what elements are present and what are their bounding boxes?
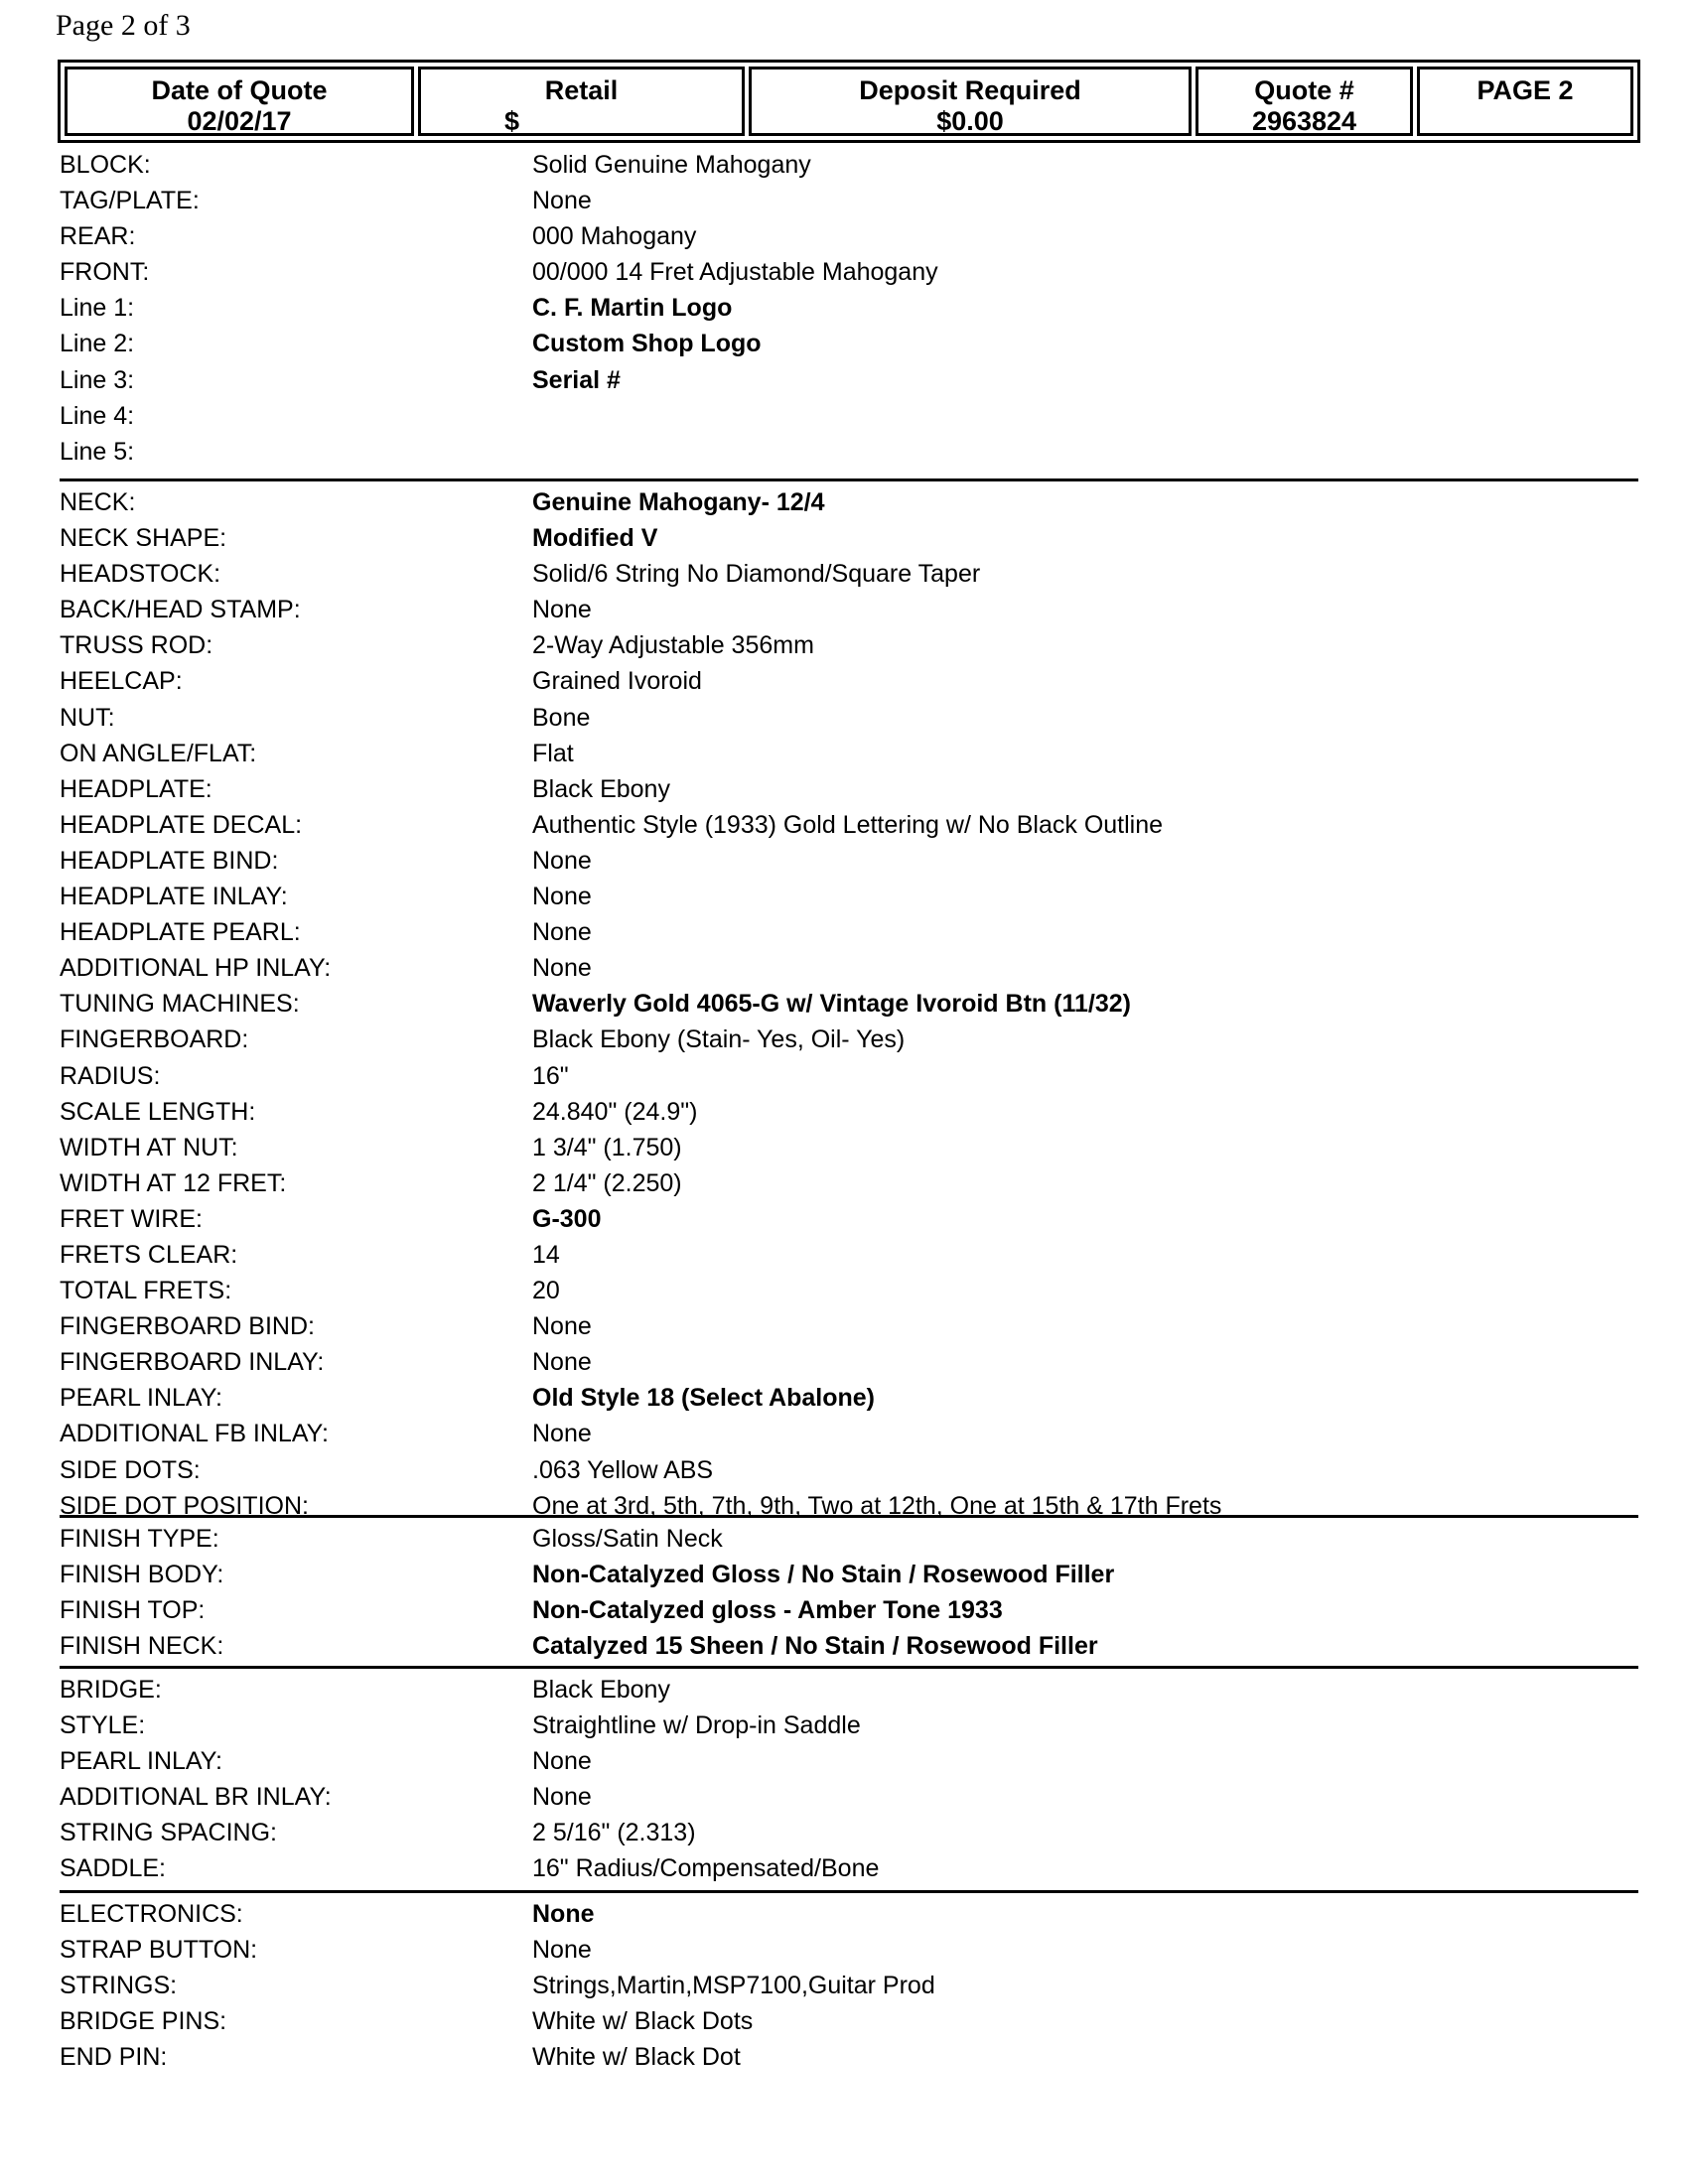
spec-label: BLOCK: xyxy=(60,151,151,179)
spec-row xyxy=(60,556,1638,592)
spec-label: PEARL INLAY: xyxy=(60,1384,222,1413)
spec-row xyxy=(60,1628,1638,1664)
spec-row xyxy=(60,1165,1638,1201)
spec-value: 00/000 14 Fret Adjustable Mahogany xyxy=(532,258,938,287)
spec-row xyxy=(60,1273,1638,1308)
spec-label: BRIDGE: xyxy=(60,1676,162,1704)
spec-row xyxy=(60,1932,1638,1968)
page-label: Page 2 of 3 xyxy=(56,9,191,42)
spec-label: HEELCAP: xyxy=(60,667,183,696)
retail-value: $ xyxy=(504,106,520,136)
spec-value: Straightline w/ Drop-in Saddle xyxy=(532,1711,861,1740)
spec-row xyxy=(60,1557,1638,1592)
spec-value: None xyxy=(532,846,592,875)
spec-value: .063 Yellow ABS xyxy=(532,1455,714,1484)
spec-value: Black Ebony (Stain- Yes, Oil- Yes) xyxy=(532,1025,906,1054)
spec-row xyxy=(60,1592,1638,1628)
spec-section xyxy=(60,1672,1638,1887)
spec-row xyxy=(60,484,1638,520)
spec-section xyxy=(60,147,1638,470)
spec-value: None xyxy=(532,187,592,215)
spec-label: FINGERBOARD: xyxy=(60,1025,249,1054)
date-of-quote-label: Date of Quote xyxy=(151,75,328,105)
spec-value: 20 xyxy=(532,1277,560,1305)
spec-label: ELECTRONICS: xyxy=(60,1900,243,1928)
spec-value: 2-Way Adjustable 356mm xyxy=(532,631,814,660)
spec-value: Serial # xyxy=(532,365,621,394)
spec-value: None xyxy=(532,1783,592,1812)
spec-row xyxy=(60,290,1638,326)
spec-label: NECK: xyxy=(60,488,136,516)
spec-row xyxy=(60,2039,1638,2075)
spec-row xyxy=(60,1672,1638,1707)
spec-value: C. F. Martin Logo xyxy=(532,294,733,323)
spec-value: Custom Shop Logo xyxy=(532,330,762,358)
spec-row xyxy=(60,914,1638,950)
spec-value: None xyxy=(532,1420,592,1448)
spec-label: STYLE: xyxy=(60,1711,146,1740)
spec-row xyxy=(60,1896,1638,1932)
spec-value: None xyxy=(532,1900,595,1928)
spec-value: Gloss/Satin Neck xyxy=(532,1525,723,1553)
spec-row xyxy=(60,1779,1638,1815)
spec-value: None xyxy=(532,954,592,983)
spec-value: G-300 xyxy=(532,1204,602,1233)
spec-row xyxy=(60,183,1638,218)
spec-label: TOTAL FRETS: xyxy=(60,1277,232,1305)
spec-row xyxy=(60,326,1638,361)
spec-value: Grained Ivoroid xyxy=(532,667,702,696)
spec-value: 14 xyxy=(532,1240,560,1269)
spec-label: STRINGS: xyxy=(60,1972,178,2000)
spec-row xyxy=(60,218,1638,254)
spec-row xyxy=(60,1237,1638,1273)
spec-row xyxy=(60,434,1638,470)
spec-row xyxy=(60,147,1638,183)
spec-row xyxy=(60,879,1638,914)
spec-value: None xyxy=(532,883,592,911)
spec-label: END PIN: xyxy=(60,2043,168,2072)
spec-value: None xyxy=(532,918,592,947)
spec-row xyxy=(60,1815,1638,1850)
spec-value: 2 1/4" (2.250) xyxy=(532,1168,682,1197)
spec-label: ADDITIONAL FB INLAY: xyxy=(60,1420,329,1448)
spec-label: HEADPLATE: xyxy=(60,774,212,803)
spec-label: REAR: xyxy=(60,222,136,251)
section-divider xyxy=(60,478,1638,481)
date-of-quote-cell xyxy=(65,67,414,136)
spec-value: Solid/6 String No Diamond/Square Taper xyxy=(532,560,981,589)
spec-label: SCALE LENGTH: xyxy=(60,1097,256,1126)
section-divider xyxy=(60,1890,1638,1893)
deposit-required-cell xyxy=(749,67,1192,136)
spec-row xyxy=(60,1380,1638,1416)
spec-label: Line 5: xyxy=(60,437,135,466)
spec-row xyxy=(60,1488,1638,1524)
spec-value: 24.840" (24.9") xyxy=(532,1097,698,1126)
quote-number-cell xyxy=(1196,67,1413,136)
spec-value: Non-Catalyzed gloss - Amber Tone 1933 xyxy=(532,1596,1003,1625)
spec-label: TRUSS ROD: xyxy=(60,631,213,660)
spec-row xyxy=(60,2003,1638,2039)
spec-label: FINISH NECK: xyxy=(60,1632,224,1661)
spec-value: None xyxy=(532,596,592,624)
spec-value: 000 Mahogany xyxy=(532,222,697,251)
deposit-required-value: $0.00 xyxy=(936,106,1004,136)
spec-label: Line 1: xyxy=(60,294,135,323)
spec-value: White w/ Black Dots xyxy=(532,2007,754,2036)
spec-label: Line 4: xyxy=(60,401,135,430)
spec-value: 1 3/4" (1.750) xyxy=(532,1133,682,1161)
spec-label: Line 3: xyxy=(60,365,135,394)
spec-value: Solid Genuine Mahogany xyxy=(532,151,811,179)
spec-value: Authentic Style (1933) Gold Lettering w/ No Black Outline xyxy=(532,810,1164,839)
spec-section xyxy=(60,1521,1638,1664)
spec-row xyxy=(60,986,1638,1022)
spec-label: FINGERBOARD INLAY: xyxy=(60,1348,325,1377)
spec-row xyxy=(60,627,1638,663)
spec-row xyxy=(60,771,1638,807)
spec-row xyxy=(60,592,1638,627)
spec-label: BACK/HEAD STAMP: xyxy=(60,596,301,624)
retail-cell xyxy=(418,67,745,136)
spec-row xyxy=(60,254,1638,290)
spec-value: Catalyzed 15 Sheen / No Stain / Rosewood Filler xyxy=(532,1632,1098,1661)
spec-label: ADDITIONAL BR INLAY: xyxy=(60,1783,332,1812)
spec-label: FINGERBOARD BIND: xyxy=(60,1312,315,1341)
spec-label: TAG/PLATE: xyxy=(60,187,200,215)
spec-row xyxy=(60,1022,1638,1057)
spec-label: TUNING MACHINES: xyxy=(60,990,300,1019)
spec-value: Old Style 18 (Select Abalone) xyxy=(532,1384,876,1413)
spec-row xyxy=(60,1344,1638,1380)
quote-number-value: 2963824 xyxy=(1251,106,1357,136)
spec-label: HEADSTOCK: xyxy=(60,560,221,589)
spec-value: White w/ Black Dot xyxy=(532,2043,741,2072)
spec-row xyxy=(60,1094,1638,1130)
spec-label: NUT: xyxy=(60,703,115,732)
spec-label: FINISH TOP: xyxy=(60,1596,206,1625)
page-number-cell xyxy=(1417,67,1633,136)
spec-row xyxy=(60,1201,1638,1237)
spec-row xyxy=(60,736,1638,771)
quote-number-label: Quote # xyxy=(1254,75,1354,105)
spec-value: None xyxy=(532,1936,592,1965)
spec-section xyxy=(60,1896,1638,2075)
spec-label: HEADPLATE INLAY: xyxy=(60,883,288,911)
spec-label: FRETS CLEAR: xyxy=(60,1240,238,1269)
spec-value: 16" Radius/Compensated/Bone xyxy=(532,1854,880,1883)
spec-label: PEARL INLAY: xyxy=(60,1747,222,1776)
spec-value: None xyxy=(532,1747,592,1776)
spec-row xyxy=(60,1452,1638,1488)
spec-value: Flat xyxy=(532,739,574,767)
spec-label: HEADPLATE PEARL: xyxy=(60,918,301,947)
spec-label: Line 2: xyxy=(60,330,135,358)
spec-row xyxy=(60,1743,1638,1779)
spec-value: Modified V xyxy=(532,524,658,553)
spec-label: FRONT: xyxy=(60,258,150,287)
deposit-required-label: Deposit Required xyxy=(859,75,1081,105)
spec-value: Waverly Gold 4065-G w/ Vintage Ivoroid Btn (11/32) xyxy=(532,990,1131,1019)
spec-value: None xyxy=(532,1348,592,1377)
spec-label: RADIUS: xyxy=(60,1061,161,1090)
spec-label: SIDE DOT POSITION: xyxy=(60,1491,309,1520)
retail-label: Retail xyxy=(544,75,619,105)
spec-row xyxy=(60,843,1638,879)
spec-label: BRIDGE PINS: xyxy=(60,2007,227,2036)
spec-value: 2 5/16" (2.313) xyxy=(532,1819,696,1847)
spec-value: Black Ebony xyxy=(532,774,670,803)
spec-label: WIDTH AT 12 FRET: xyxy=(60,1168,287,1197)
spec-label: SADDLE: xyxy=(60,1854,166,1883)
spec-label: NECK SHAPE: xyxy=(60,524,227,553)
spec-row xyxy=(60,1416,1638,1451)
quote-header-table xyxy=(58,60,1640,143)
spec-label: ADDITIONAL HP INLAY: xyxy=(60,954,332,983)
spec-row xyxy=(60,950,1638,986)
spec-section xyxy=(60,484,1638,1524)
spec-row xyxy=(60,1058,1638,1094)
section-divider xyxy=(60,1515,1638,1518)
spec-value: One at 3rd, 5th, 7th, 9th, Two at 12th, One at 15th & 17th Frets xyxy=(532,1491,1222,1520)
spec-row xyxy=(60,1707,1638,1743)
spec-value: Genuine Mahogany- 12/4 xyxy=(532,488,825,516)
spec-label: HEADPLATE BIND: xyxy=(60,846,279,875)
spec-row xyxy=(60,1850,1638,1886)
section-divider xyxy=(60,1666,1638,1669)
spec-label: WIDTH AT NUT: xyxy=(60,1133,238,1161)
page-number-label: PAGE 2 xyxy=(1477,75,1574,105)
spec-label: STRING SPACING: xyxy=(60,1819,278,1847)
spec-value: Black Ebony xyxy=(532,1676,670,1704)
spec-label: FINISH TYPE: xyxy=(60,1525,219,1553)
spec-row xyxy=(60,520,1638,556)
spec-label: FRET WIRE: xyxy=(60,1204,203,1233)
spec-value: Non-Catalyzed Gloss / No Stain / Rosewood Filler xyxy=(532,1561,1115,1589)
spec-row xyxy=(60,1968,1638,2003)
spec-label: ON ANGLE/FLAT: xyxy=(60,739,257,767)
spec-row xyxy=(60,1521,1638,1557)
spec-row xyxy=(60,663,1638,699)
spec-value: Strings,Martin,MSP7100,Guitar Prod xyxy=(532,1972,935,2000)
spec-row xyxy=(60,1308,1638,1344)
spec-value: 16" xyxy=(532,1061,569,1090)
spec-label: SIDE DOTS: xyxy=(60,1455,201,1484)
date-of-quote-value: 02/02/17 xyxy=(187,106,292,136)
spec-row xyxy=(60,807,1638,843)
spec-row xyxy=(60,398,1638,434)
spec-value: Bone xyxy=(532,703,591,732)
spec-label: HEADPLATE DECAL: xyxy=(60,810,303,839)
spec-row xyxy=(60,362,1638,398)
spec-label: FINISH BODY: xyxy=(60,1561,224,1589)
spec-value: None xyxy=(532,1312,592,1341)
spec-row xyxy=(60,1130,1638,1165)
spec-row xyxy=(60,700,1638,736)
spec-label: STRAP BUTTON: xyxy=(60,1936,258,1965)
